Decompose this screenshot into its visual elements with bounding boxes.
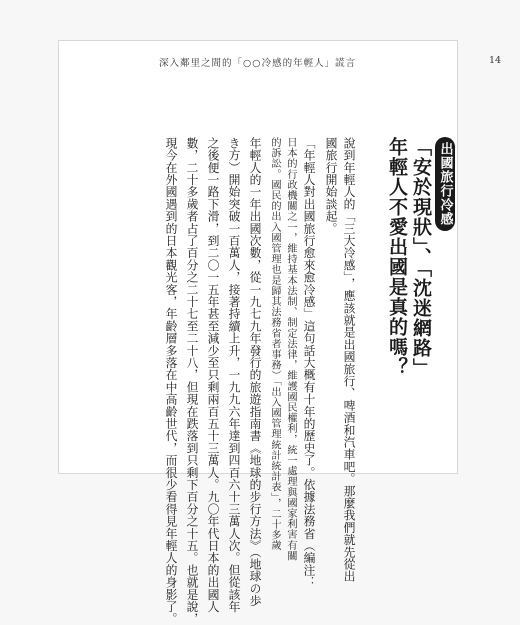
body-column-5: き方）開始突破一百萬人，接著持續上升，一九九六年達到四百六十三萬人次。但從該年 [227,137,241,613]
body-column-8: 現今在外國遇到的日本觀光客，年齡層多落在中高齡世代，而很少看得見年輕人的身影了。 [164,137,178,625]
running-head: 深入鄰里之間的「○○冷感的年輕人」謊言 [159,58,357,69]
body-column-1: 說到年輕人的「三大冷感」，應該就是出國旅行、啤酒和汽車吧。那麼我們就先從出 [342,137,356,583]
body-column-2: 國旅行開始談起。 [324,137,338,235]
body-column-4: 年輕人的一年出國次數，從一九七九年發行的旅遊指南書《地球的步行方法》（地球の歩 [248,137,262,607]
body-column-6: 之後便一路下滑，到二〇一五年甚至減少至只剩兩百五十三萬人。九〇年代日本的出國人 [206,137,220,613]
body-column-3: 「年輕人對出國旅行愈來愈冷感」這句話大概有十年的歷史了。依據法務省（編注： [302,137,316,589]
headline-line-2: 年輕人不愛出國是真的嗎？ [386,137,408,377]
note-column-1: 日本的行政機關之一，維持基本法制、制定法律，維護國民權利，統一處理與國家利害有關 [285,137,296,561]
section-badge: 出國旅行冷感 [435,137,455,231]
body-column-7: 數，二十多歲者占了百分之二十七至二十八，但現在跌落到只剩下百分之十五。也就是說， [185,137,199,625]
book-page [58,40,502,625]
note-column-2: 的訴訟。國民的出入國管理也是歸其法務省者事務）「出入國管理統計統計表」，二十多歲 [269,137,280,551]
page-number: 14 [489,55,502,66]
headline-line-1: 「安於現狀」、「沈迷網路」 [410,137,432,378]
